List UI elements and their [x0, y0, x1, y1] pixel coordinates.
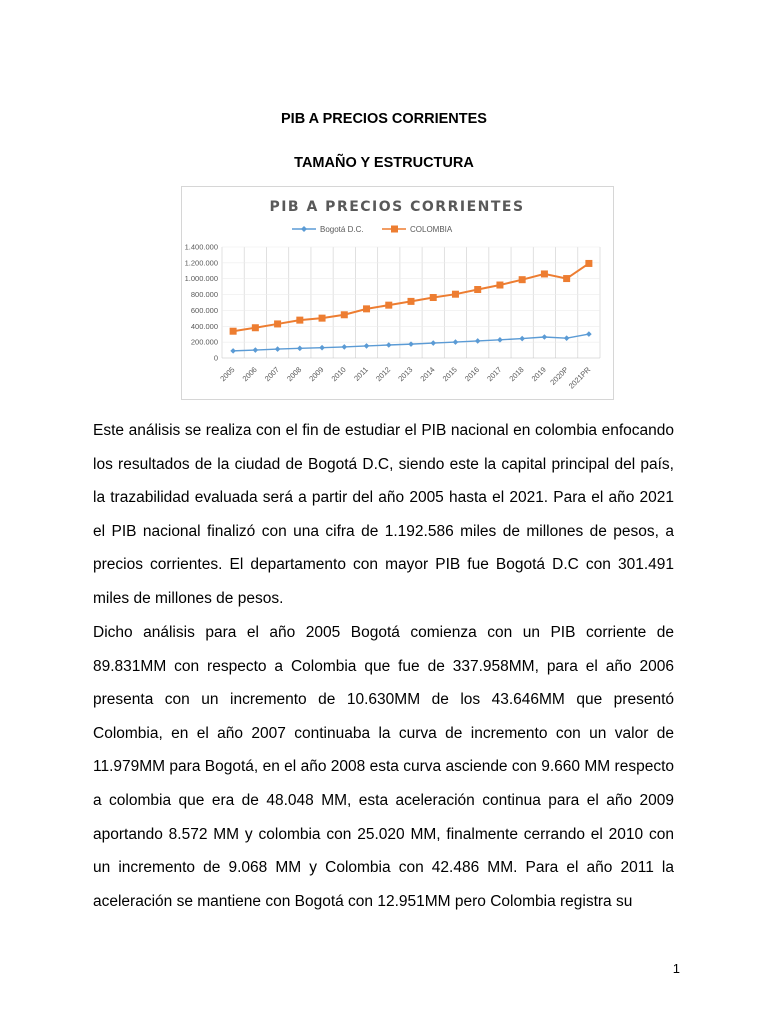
y-tick-label: 0 [213, 353, 218, 363]
data-point-colombia [363, 305, 370, 312]
x-tick-label: 2014 [418, 365, 437, 384]
data-point-bogota [542, 334, 548, 340]
data-point-colombia [385, 302, 392, 309]
y-tick-label: 600.000 [190, 305, 218, 315]
data-point-colombia [319, 315, 326, 322]
x-tick-label: 2021PR [566, 365, 593, 391]
data-point-colombia [474, 286, 481, 293]
data-point-colombia [230, 328, 237, 335]
page-number: 1 [672, 961, 680, 976]
data-point-bogota [564, 335, 570, 341]
data-point-colombia [296, 317, 303, 324]
data-point-bogota [364, 343, 370, 349]
x-tick-label: 2013 [396, 365, 415, 384]
chart-title: PIB A PRECIOS CORRIENTES [269, 199, 525, 215]
y-tick-label: 800.000 [190, 290, 218, 300]
data-point-bogota [386, 342, 392, 348]
series-line-1 [233, 263, 589, 331]
data-point-colombia [585, 260, 592, 267]
data-point-colombia [430, 294, 437, 301]
x-tick-label: 2016 [462, 365, 482, 384]
data-point-colombia [496, 282, 503, 289]
legend-label-1: COLOMBIA [410, 225, 453, 234]
x-tick-label: 2008 [285, 365, 304, 384]
x-tick-label: 2006 [240, 365, 259, 384]
data-point-bogota [230, 348, 236, 354]
data-point-bogota [297, 346, 303, 352]
x-tick-label: 2012 [374, 365, 393, 384]
x-tick-label: 2010 [329, 365, 348, 384]
data-point-bogota [586, 331, 592, 337]
legend-marker-0 [301, 226, 307, 232]
x-tick-label: 2005 [218, 365, 237, 384]
y-tick-label: 1.000.000 [184, 274, 218, 284]
x-tick-label: 2017 [485, 365, 504, 384]
y-tick-label: 200.000 [190, 337, 218, 347]
section-subtitle: TAMAÑO Y ESTRUCTURA [294, 155, 474, 171]
paragraph-analysis: Dicho análisis para el año 2005 Bogotá comienza con un PIB corriente de 89.831MM con respecto a Colombia que fue de 337.958MM, para el año 2006 presenta con un incremento de 10.630MM de los 43.646MM que presentó Colombia, en el año 2007 continuaba la curva de incremento con un valor de 11.979MM para Bogotá, en el año 2008 esta curva asciende con 9.660 MM respecto a colombia que era de 48.048 MM, esta aceleración continua para el año 2009 aportando 8.572 MM y colombia con 25.020 MM, finalmente cerrando el 2010 con un incremento de 9.068 MM y Colombia con 42.486 MM. Para el año 2011 la aceleración se mantiene con Bogotá con 12.951MM pero Colombia registra su [93, 624, 674, 910]
data-point-colombia [519, 276, 526, 283]
data-point-bogota [275, 346, 281, 352]
data-point-colombia [541, 270, 548, 277]
y-tick-label: 400.000 [190, 321, 218, 331]
data-point-colombia [341, 311, 348, 318]
data-point-colombia [408, 298, 415, 305]
paragraph-intro: Este análisis se realiza con el fin de estudiar el PIB nacional en colombia enfocando los resultados de la ciudad de Bogotá D.C, siendo este la capital principal del país, la trazabilidad evaluada será a partir del año 2005 hasta el 2021. Para el año 2021 el PIB nacional finalizó con una cifra de 1.192.586 miles de millones de pesos, a precios corrientes. El departamento con mayor PIB fue Bogotá D.C con 301.491 miles de millones de pesos. [93, 422, 674, 607]
data-point-bogota [453, 339, 459, 345]
data-point-colombia [274, 320, 281, 327]
data-point-bogota [430, 340, 436, 346]
y-tick-label: 1.200.000 [184, 258, 218, 268]
x-tick-label: 2020P [548, 365, 571, 387]
x-tick-label: 2009 [307, 365, 326, 384]
data-point-bogota [253, 347, 259, 353]
data-point-colombia [563, 275, 570, 282]
legend-marker-1 [391, 226, 398, 233]
x-tick-label: 2007 [262, 365, 282, 384]
data-point-colombia [452, 291, 459, 298]
pib-chart [181, 186, 614, 400]
data-point-bogota [475, 338, 481, 344]
x-tick-label: 2018 [507, 365, 526, 384]
x-tick-label: 2015 [440, 365, 459, 384]
legend-label-0: Bogotá D.C. [320, 225, 364, 234]
data-point-bogota [497, 337, 503, 343]
data-point-bogota [341, 344, 347, 350]
data-point-bogota [519, 336, 525, 342]
x-tick-label: 2011 [352, 365, 370, 383]
y-tick-label: 1.400.000 [184, 242, 218, 252]
data-point-bogota [319, 345, 325, 351]
x-tick-label: 2019 [529, 365, 548, 384]
data-point-colombia [252, 324, 259, 331]
page-title: PIB A PRECIOS CORRIENTES [281, 111, 487, 127]
